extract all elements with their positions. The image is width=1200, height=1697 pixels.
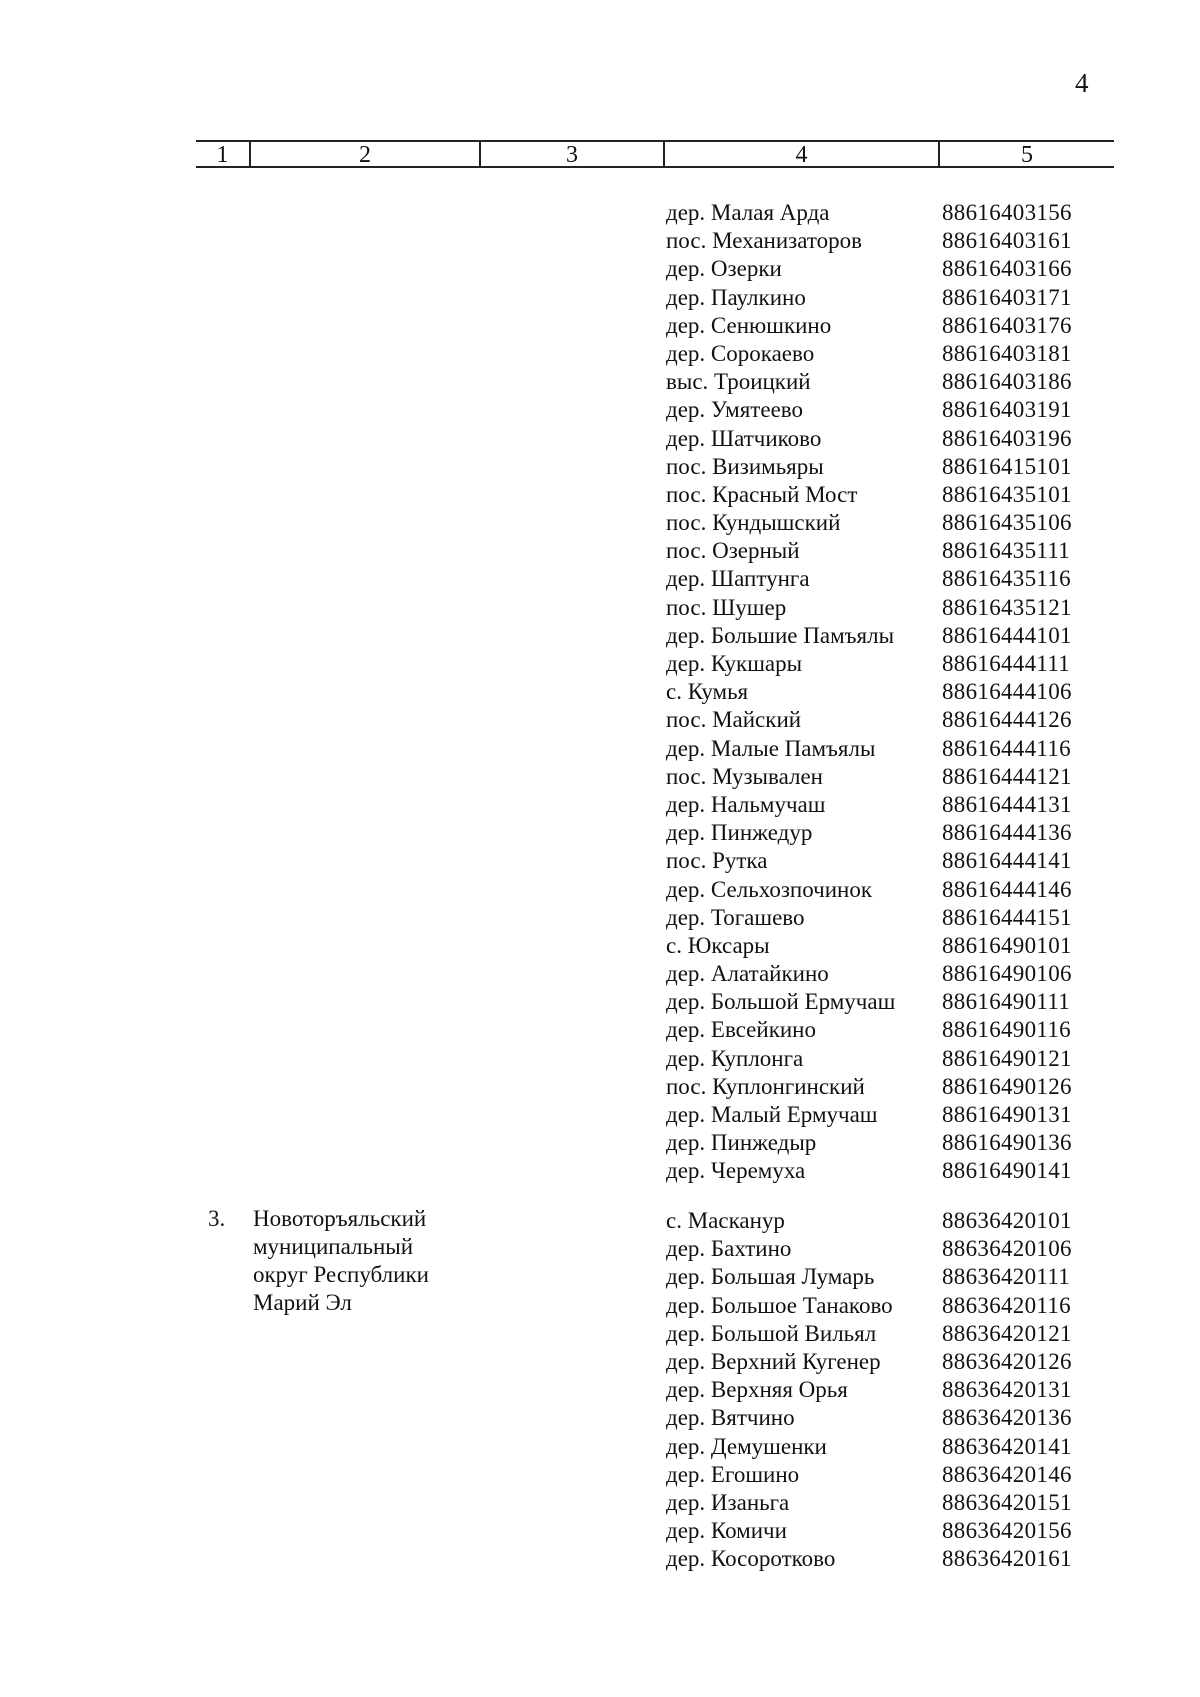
table-row bbox=[666, 1129, 1102, 1157]
oktmo-code: 88616490106 bbox=[942, 961, 1072, 987]
table-row bbox=[666, 988, 1102, 1016]
table-row bbox=[666, 537, 1102, 565]
settlement-name: дер. Озерки bbox=[666, 256, 782, 282]
table-row bbox=[666, 678, 1102, 706]
table-row bbox=[666, 425, 1102, 453]
continuation-list bbox=[666, 199, 1102, 1186]
settlement-name: дер. Нальмучаш bbox=[666, 791, 826, 817]
oktmo-code: 88616444126 bbox=[942, 707, 1072, 733]
settlement-name: дер. Косоротково bbox=[666, 1546, 836, 1572]
oktmo-code: 88616490111 bbox=[942, 989, 1071, 1015]
table-row bbox=[666, 735, 1102, 763]
settlement-name: дер. Верхняя Орья bbox=[666, 1377, 848, 1403]
settlement-name: дер. Алатайкино bbox=[666, 961, 829, 987]
oktmo-code: 88636420141 bbox=[942, 1433, 1072, 1459]
oktmo-code: 88616490101 bbox=[942, 932, 1072, 958]
oktmo-code: 88616403161 bbox=[942, 228, 1072, 254]
oktmo-code: 88616444151 bbox=[942, 904, 1072, 930]
section-title-line: округ Республики bbox=[253, 1262, 429, 1287]
table-row bbox=[666, 1045, 1102, 1073]
oktmo-code: 88636420116 bbox=[942, 1292, 1071, 1318]
table-row bbox=[666, 1101, 1102, 1129]
table-header bbox=[196, 140, 1114, 168]
table-row bbox=[666, 227, 1102, 255]
header-col-1: 1 bbox=[196, 142, 251, 166]
oktmo-code: 88616444116 bbox=[942, 735, 1071, 761]
settlement-name: с. Масканур bbox=[666, 1208, 785, 1233]
oktmo-code: 88616444136 bbox=[942, 820, 1072, 846]
oktmo-code: 88616403196 bbox=[942, 425, 1072, 451]
oktmo-code: 88636420126 bbox=[942, 1348, 1072, 1374]
oktmo-code: 88616444111 bbox=[942, 651, 1071, 676]
settlement-name: пос. Куплонгинский bbox=[666, 1073, 865, 1099]
table-row bbox=[666, 932, 1102, 960]
settlement-name: дер. Большое Танаково bbox=[666, 1292, 893, 1318]
settlement-name: дер. Вятчино bbox=[666, 1405, 795, 1431]
settlement-name: дер. Егошино bbox=[666, 1461, 800, 1487]
table-row bbox=[666, 1545, 1102, 1573]
settlement-name: пос. Шушер bbox=[666, 594, 787, 620]
settlement-name: дер. Верхний Кугенер bbox=[666, 1348, 881, 1374]
table-row bbox=[666, 1489, 1102, 1517]
settlement-name: пос. Рутка bbox=[666, 848, 768, 874]
header-col-2: 2 bbox=[251, 142, 481, 166]
settlement-name: дер. Малые Памъялы bbox=[666, 735, 876, 761]
header-col-3: 3 bbox=[481, 142, 665, 166]
oktmo-code: 88636420106 bbox=[942, 1236, 1072, 1262]
oktmo-code: 88616490121 bbox=[942, 1045, 1072, 1071]
settlement-name: выс. Троицкий bbox=[666, 369, 811, 395]
settlement-name: дер. Большой Вильял bbox=[666, 1320, 877, 1346]
table-row bbox=[666, 1404, 1102, 1432]
table-row bbox=[666, 453, 1102, 481]
header-col-5: 5 bbox=[1021, 142, 1033, 168]
table-row bbox=[666, 763, 1102, 791]
settlement-name: пос. Музывален bbox=[666, 763, 823, 789]
oktmo-code: 88616435111 bbox=[942, 538, 1071, 564]
oktmo-code: 88616490116 bbox=[942, 1017, 1071, 1043]
settlement-name: дер. Пинжедыр bbox=[666, 1130, 817, 1156]
table-row bbox=[666, 819, 1102, 847]
settlement-name: дер. Умятеево bbox=[666, 397, 803, 423]
settlement-name: дер. Демушенки bbox=[666, 1433, 827, 1459]
oktmo-code: 88616444106 bbox=[942, 679, 1072, 705]
table-row bbox=[666, 650, 1102, 678]
settlement-name: с. Кумья bbox=[666, 679, 749, 705]
settlement-name: дер. Сенюшкино bbox=[666, 312, 832, 338]
table-row bbox=[666, 1016, 1102, 1044]
settlement-name: пос. Механизаторов bbox=[666, 228, 862, 254]
oktmo-code: 88616444121 bbox=[942, 763, 1072, 789]
table-row bbox=[666, 847, 1102, 875]
oktmo-code: 88636420156 bbox=[942, 1518, 1072, 1544]
table-row bbox=[666, 904, 1102, 932]
table-row bbox=[666, 312, 1102, 340]
oktmo-code: 88616490141 bbox=[942, 1158, 1072, 1184]
table-row bbox=[666, 396, 1102, 424]
oktmo-code: 88616444141 bbox=[942, 848, 1072, 874]
oktmo-code: 88616435106 bbox=[942, 510, 1072, 536]
table-row bbox=[666, 255, 1102, 283]
settlement-name: пос. Красный Мост bbox=[666, 481, 858, 507]
header-col-4: 4 bbox=[665, 142, 940, 166]
table-row bbox=[666, 791, 1102, 819]
oktmo-code: 88616403191 bbox=[942, 397, 1072, 423]
table-row bbox=[666, 1263, 1102, 1291]
oktmo-code: 88616435121 bbox=[942, 594, 1072, 620]
settlement-name: дер. Сорокаево bbox=[666, 340, 815, 366]
settlement-name: дер. Кукшары bbox=[666, 651, 803, 676]
oktmo-code: 88616435101 bbox=[942, 481, 1072, 507]
oktmo-code: 88636420146 bbox=[942, 1461, 1072, 1487]
oktmo-code: 88616403181 bbox=[942, 340, 1072, 366]
table-row bbox=[666, 1517, 1102, 1545]
table-row bbox=[666, 1235, 1102, 1263]
table-row bbox=[666, 876, 1102, 904]
settlement-name: дер. Паулкино bbox=[666, 284, 806, 310]
table-row bbox=[666, 1433, 1102, 1461]
oktmo-code: 88616415101 bbox=[942, 453, 1072, 479]
settlement-name: дер. Бахтино bbox=[666, 1236, 792, 1262]
settlement-name: дер. Малый Ермучаш bbox=[666, 1102, 878, 1127]
settlement-name: пос. Визимьяры bbox=[666, 453, 824, 479]
section-title-line: Марий Эл bbox=[253, 1290, 352, 1315]
table-row bbox=[666, 199, 1102, 227]
settlement-name: пос. Майский bbox=[666, 707, 802, 733]
settlement-name: дер. Сельхозпочинок bbox=[666, 876, 872, 902]
table-row bbox=[666, 622, 1102, 650]
settlement-name: дер. Шаптунга bbox=[666, 566, 810, 592]
table-row bbox=[666, 340, 1102, 368]
table-row bbox=[666, 1207, 1102, 1235]
oktmo-code: 88616403156 bbox=[942, 200, 1072, 225]
table-row bbox=[666, 1461, 1102, 1489]
table-row bbox=[666, 1073, 1102, 1101]
oktmo-code: 88636420136 bbox=[942, 1405, 1072, 1431]
oktmo-code: 88616444131 bbox=[942, 791, 1072, 817]
oktmo-code: 88616490136 bbox=[942, 1130, 1072, 1156]
settlement-name: пос. Озерный bbox=[666, 538, 800, 564]
oktmo-code: 88616444101 bbox=[942, 622, 1072, 648]
settlement-name: дер. Изаньга bbox=[666, 1489, 790, 1515]
oktmo-code: 88636420131 bbox=[942, 1377, 1072, 1403]
oktmo-code: 88616403171 bbox=[942, 284, 1072, 310]
section-title-line: муниципальный bbox=[253, 1234, 414, 1259]
table-row bbox=[666, 509, 1102, 537]
settlement-name: дер. Пинжедур bbox=[666, 820, 813, 846]
table-row bbox=[666, 1320, 1102, 1348]
settlement-name: дер. Большая Лумарь bbox=[666, 1264, 875, 1290]
table-row bbox=[666, 1376, 1102, 1404]
settlement-name: с. Юксары bbox=[666, 932, 770, 958]
oktmo-code: 88616403176 bbox=[942, 312, 1072, 338]
table-row bbox=[666, 368, 1102, 396]
settlement-name: дер. Тогашево bbox=[666, 904, 805, 930]
table-row bbox=[666, 1292, 1102, 1320]
oktmo-code: 88636420101 bbox=[942, 1208, 1072, 1233]
oktmo-code: 88636420151 bbox=[942, 1489, 1072, 1515]
table-row bbox=[666, 594, 1102, 622]
oktmo-code: 88616403166 bbox=[942, 256, 1072, 282]
oktmo-code: 88636420161 bbox=[942, 1546, 1072, 1572]
settlement-name: дер. Куплонга bbox=[666, 1045, 804, 1071]
table-row bbox=[666, 284, 1102, 312]
settlement-name: дер. Шатчиково bbox=[666, 425, 822, 451]
page-number: 4 bbox=[1075, 68, 1089, 98]
table-row bbox=[666, 960, 1102, 988]
oktmo-code: 88616444146 bbox=[942, 876, 1072, 902]
oktmo-code: 88636420121 bbox=[942, 1320, 1072, 1346]
oktmo-code: 88616435116 bbox=[942, 566, 1071, 592]
table-row bbox=[666, 565, 1102, 593]
table-row bbox=[666, 481, 1102, 509]
oktmo-code: 88616403186 bbox=[942, 369, 1072, 395]
table-row bbox=[666, 1157, 1102, 1185]
section-title bbox=[253, 1205, 473, 1317]
settlement-name: пос. Кундышский bbox=[666, 510, 841, 536]
settlement-name: дер. Большой Ермучаш bbox=[666, 989, 896, 1015]
section-title-line: Новоторъяльский bbox=[253, 1206, 427, 1231]
table-row bbox=[666, 1348, 1102, 1376]
settlement-name: дер. Черемуха bbox=[666, 1158, 806, 1184]
settlement-name: дер. Евсейкино bbox=[666, 1017, 816, 1043]
settlement-name: дер. Большие Памъялы bbox=[666, 622, 895, 648]
section-number: 3. bbox=[208, 1206, 226, 1231]
oktmo-code: 88636420111 bbox=[942, 1264, 1071, 1290]
oktmo-code: 88616490131 bbox=[942, 1102, 1072, 1127]
settlement-name: дер. Малая Арда bbox=[666, 200, 830, 225]
table-row bbox=[666, 706, 1102, 734]
settlement-name: дер. Комичи bbox=[666, 1518, 787, 1544]
section3-list bbox=[666, 1207, 1102, 1573]
oktmo-code: 88616490126 bbox=[942, 1073, 1072, 1099]
